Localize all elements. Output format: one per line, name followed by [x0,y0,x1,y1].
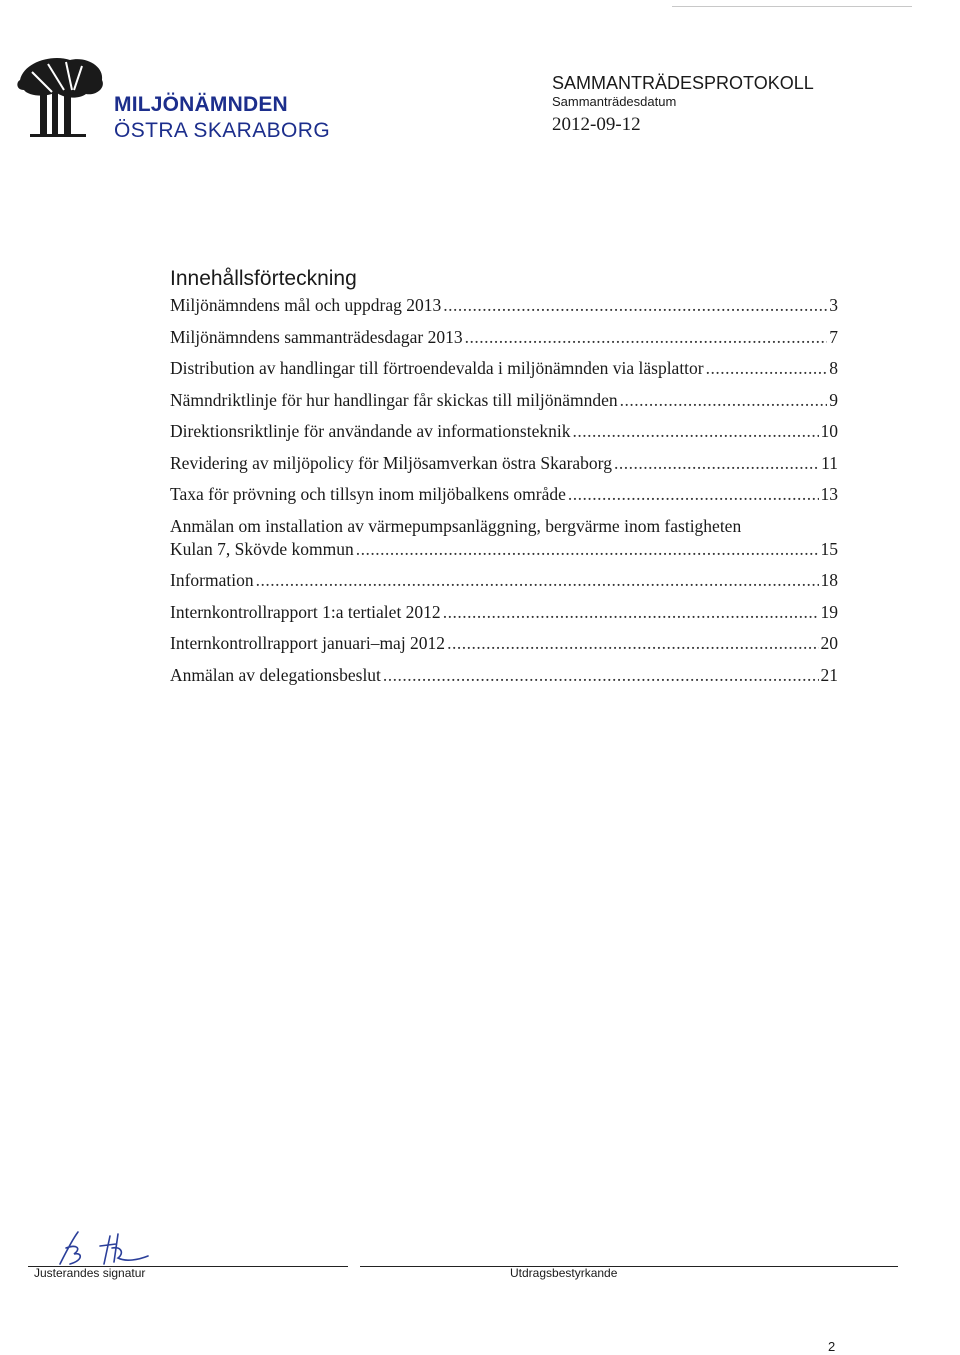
toc-item-title: Internkontrollrapport 1:a tertialet 2012 [170,601,441,622]
dot-leader [256,569,819,592]
date-label: Sammanträdesdatum [552,94,677,109]
toc-item-title: Distribution av handlingar till förtroendevalda i miljönämnden via läsplattor [170,358,704,378]
dot-leader [614,452,819,475]
toc-item-title: Anmälan av delegationsbeslut [170,664,381,685]
toc-item[interactable] [170,483,838,506]
toc-item[interactable] [170,452,838,475]
date-value: 2012-09-12 [552,114,641,135]
dot-leader [443,601,819,624]
protocol-title: SAMMANTRÄDESPROTOKOLL [552,73,814,93]
toc-item[interactable] [170,601,838,624]
dot-leader [465,326,828,349]
organization-name [114,92,330,144]
dot-leader [356,538,819,561]
org-name-line2: ÖSTRA SKARABORG [114,119,331,142]
toc-item[interactable] [170,420,838,443]
toc-item-title: Taxa för prövning och tillsyn inom miljöbalkens område [170,484,566,504]
toc-item[interactable] [170,515,838,561]
toc-heading: Innehållsförteckning [170,267,357,290]
dot-leader [447,632,818,655]
toc-item-page: 15 [820,538,838,559]
toc-item-title: Internkontrollrapport januari–maj 2012 [170,633,446,653]
toc-item-page: 13 [820,484,838,504]
dot-leader [568,483,819,506]
table-of-contents [170,294,838,695]
org-name-line1: MILJÖNÄMNDEN [114,93,288,116]
toc-item-title: Revidering av miljöpolicy för Miljösamverkan östra Skaraborg [170,452,612,473]
toc-item[interactable] [170,357,838,380]
toc-item-title: Miljönämndens mål och uppdrag 2013 [170,295,442,315]
top-rule [672,6,912,7]
toc-item-page: 11 [821,452,838,473]
toc-item-title: Miljönämndens sammanträdesdagar 2013 [170,326,463,347]
toc-item-title: Direktionsriktlinje för användande av informationsteknik [170,421,571,441]
certification-line [360,1266,898,1267]
toc-item-page: 7 [829,326,838,347]
toc-item[interactable] [170,664,838,687]
toc-item-title: Information [170,570,254,590]
certification-label: Utdragsbestyrkande [510,1266,618,1280]
toc-item-page: 3 [829,295,838,315]
toc-item-page: 19 [820,601,838,622]
toc-item[interactable] [170,326,838,349]
toc-item-title: Kulan 7, Skövde kommun [170,538,354,559]
toc-item-title: Nämndriktlinje för hur handlingar får skickas till miljönämnden [170,389,618,410]
protocol-header [552,72,814,138]
dot-leader [443,294,827,317]
toc-item[interactable] [170,294,838,317]
toc-item-title-line1: Anmälan om installation av värmepumpsanläggning, bergvärme inom fastigheten [170,515,742,536]
toc-item-page: 18 [820,570,838,590]
toc-item[interactable] [170,632,838,655]
toc-item[interactable] [170,569,838,592]
toc-item-page: 9 [829,389,838,410]
dot-leader [706,357,828,380]
page-number: 2 [828,1339,836,1354]
toc-item-page: 20 [820,633,838,653]
tree-logo-icon [12,50,108,146]
toc-item-page: 21 [820,664,838,685]
toc-item[interactable] [170,389,838,412]
toc-item-page: 8 [829,358,838,378]
dot-leader [620,389,828,412]
dot-leader [383,664,819,687]
dot-leader [572,420,818,443]
signature-label: Justerandes signatur [34,1266,146,1280]
toc-item-page: 10 [820,421,838,441]
